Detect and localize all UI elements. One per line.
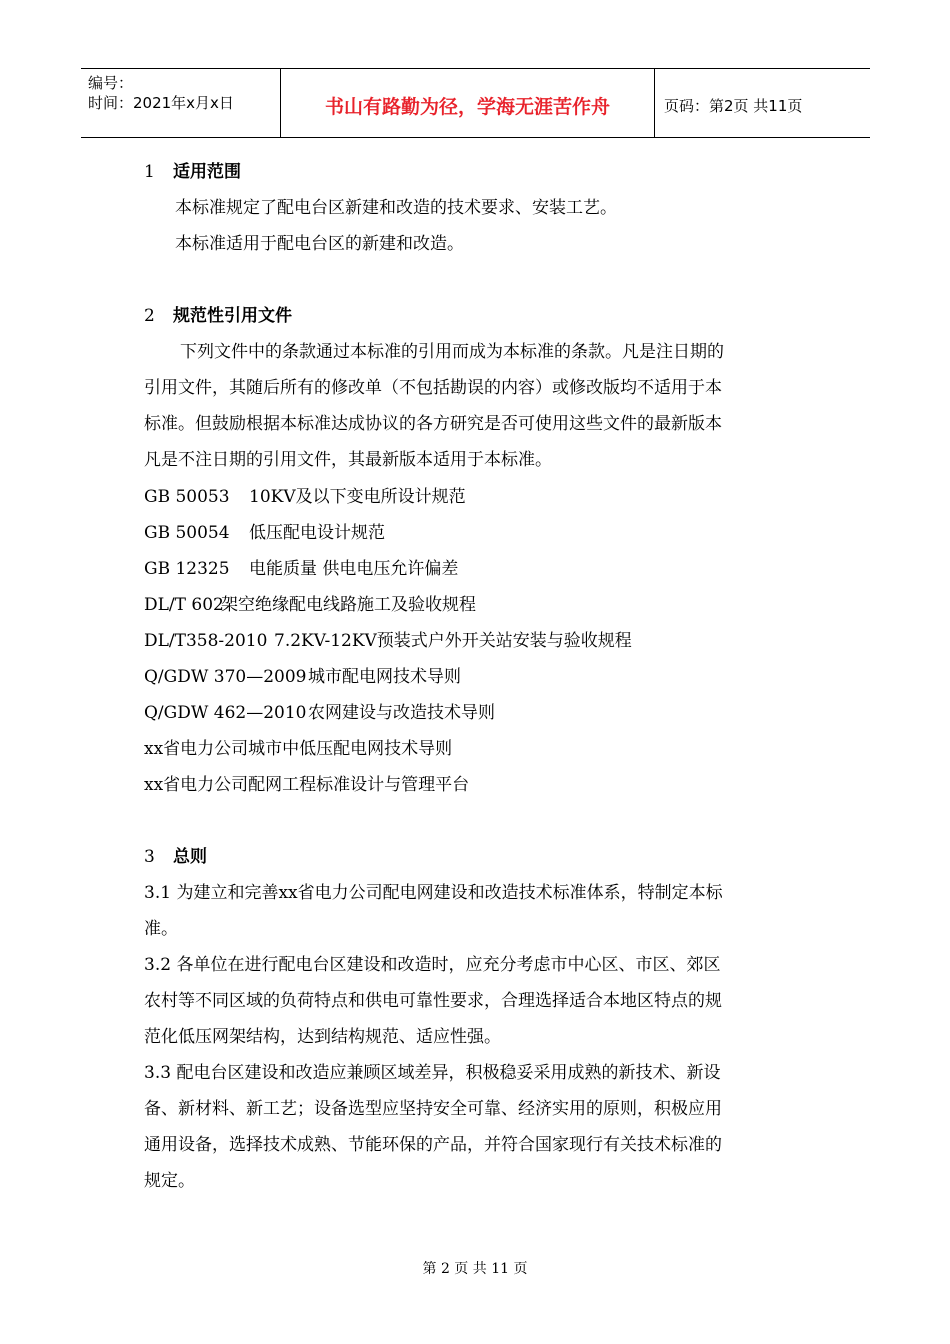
paragraph-line: 通用设备，选择技术成熟、节能环保的产品，并符合国家现行有关技术标准的: [144, 1135, 722, 1155]
paragraph-line: 备、新材料、新工艺；设备选型应坚持安全可靠、经济实用的原则，积极应用: [144, 1099, 722, 1119]
paragraph-line: 3.3 配电台区建设和改造应兼顾区域差异，积极稳妥采用成熟的新技术、新设: [144, 1063, 721, 1083]
reference-item: [144, 522, 385, 544]
section-2-title: 规范性引用文件: [173, 306, 292, 326]
reference-code: DL/T 602: [144, 595, 224, 615]
reference-code: GB 50053: [144, 487, 230, 507]
reference-code: GB 50054: [144, 523, 230, 543]
header-motto: 书山有路勤为径，学海无涯苦作舟: [281, 69, 655, 137]
paragraph-line: 凡是不注日期的引用文件，其最新版本适用于本标准。: [144, 450, 552, 470]
page-footer: 第 2 页 共 11 页: [422, 1261, 528, 1277]
paragraph-line: 3.1 为建立和完善xx省电力公司配电网建设和改造技术标准体系，特制定本标: [144, 883, 723, 903]
reference-item: xx省电力公司城市中低压配电网技术导则: [144, 739, 453, 759]
paragraph-line: 范化低压网架结构，达到结构规范、适应性强。: [144, 1027, 501, 1047]
paragraph: 本标准规定了配电台区新建和改造的技术要求、安装工艺。: [175, 198, 617, 218]
section-1-title: 适用范围: [173, 162, 241, 182]
section-2-number: 2: [144, 306, 155, 326]
section-2-heading: [144, 305, 292, 327]
paragraph-line: 引用文件，其随后所有的修改单（不包括勘误的内容）或修改版均不适用于本: [144, 378, 722, 398]
reference-code: GB 12325: [144, 559, 230, 579]
section-3-number: 3: [144, 847, 155, 867]
reference-title: 低压配电设计规范: [249, 523, 385, 543]
reference-title: 农网建设与改造技术导则: [308, 703, 495, 723]
reference-code: DL/T358-2010: [144, 631, 268, 651]
paragraph-line: 规定。: [144, 1171, 195, 1191]
page-header: [81, 68, 870, 138]
paragraph-line: 下列文件中的条款通过本标准的引用而成为本标准的条款。凡是注日期的: [180, 342, 724, 362]
reference-code: Q/GDW 370—2009: [144, 667, 307, 687]
reference-code: Q/GDW 462—2010: [144, 703, 307, 723]
reference-item: [144, 630, 632, 652]
reference-title: 10KV及以下变电所设计规范: [249, 487, 466, 507]
number-label: 编号：: [88, 74, 134, 92]
reference-item: [144, 558, 458, 580]
section-3-title: 总则: [173, 847, 207, 867]
paragraph-line: 标准。但鼓励根据本标准达成协议的各方研究是否可使用这些文件的最新版本: [144, 414, 722, 434]
reference-item: [144, 594, 476, 616]
reference-title: 架空绝缘配电线路施工及验收规程: [221, 595, 476, 615]
paragraph-line: 3.2 各单位在进行配电台区建设和改造时，应充分考虑市中心区、市区、郊区: [144, 955, 721, 975]
reference-item: xx省电力公司配网工程标准设计与管理平台: [144, 775, 470, 795]
reference-title: 城市配电网技术导则: [308, 667, 461, 687]
header-meta: [81, 69, 281, 137]
reference-title: 电能质量 供电电压允许偏差: [249, 559, 459, 579]
section-1-heading: [144, 161, 241, 183]
section-1-number: 1: [144, 162, 155, 182]
paragraph-line: 准。: [144, 919, 178, 939]
section-3-heading: [144, 846, 207, 868]
reference-item: [144, 702, 495, 724]
reference-title: 7.2KV-12KV预装式户外开关站安装与验收规程: [274, 631, 632, 651]
paragraph-line: 农村等不同区域的负荷特点和供电可靠性要求，合理选择适合本地区特点的规: [144, 991, 722, 1011]
header-page-info: 页码：第2页 共11页: [664, 96, 803, 115]
time-label: 时间：2021年x月x日: [88, 94, 234, 112]
paragraph: 本标准适用于配电台区的新建和改造。: [175, 234, 464, 254]
reference-item: [144, 486, 466, 508]
reference-item: [144, 666, 461, 688]
